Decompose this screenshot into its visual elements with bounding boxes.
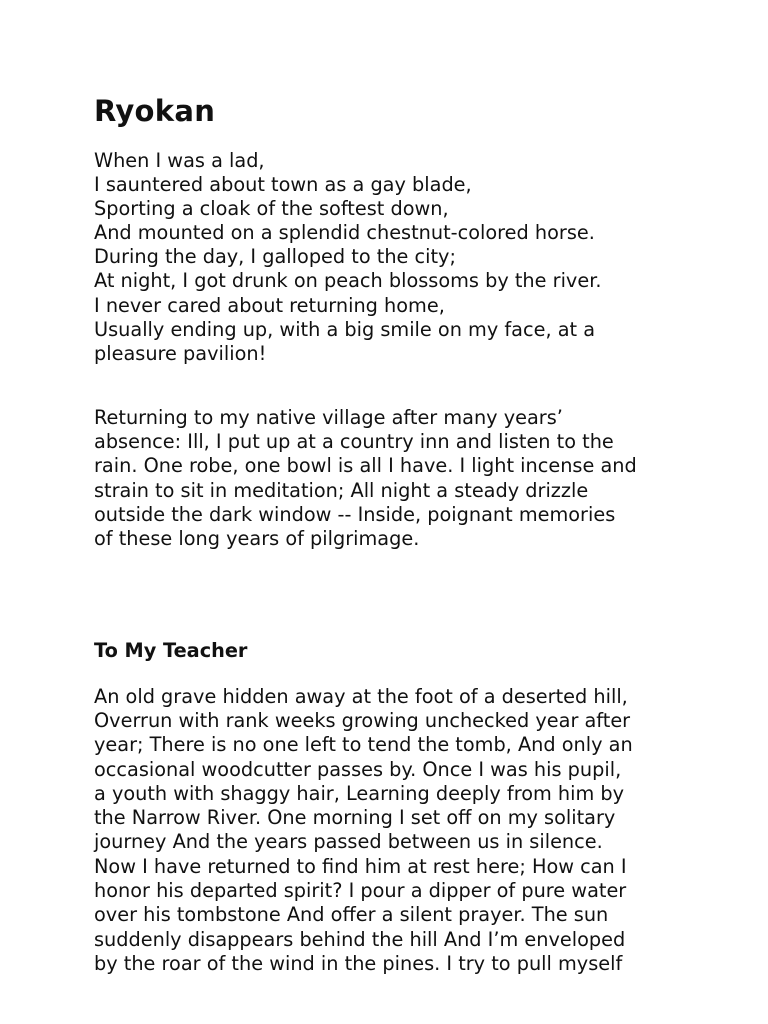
poem-line: At night, I got drunk on peach blossoms by the river. <box>94 269 602 293</box>
paragraph-line: strain to sit in meditation; All night a steady drizzle <box>94 478 589 502</box>
paragraph-line: An old grave hidden away at the foot of a deserted hill, <box>94 684 628 708</box>
paragraph-line: occasional woodcutter passes by. Once I was his pupil, <box>94 757 622 781</box>
paragraph-line: rain. One robe, one bowl is all I have. I light incense and <box>94 454 637 478</box>
poem-stanza <box>94 149 694 366</box>
document-page <box>94 93 694 976</box>
paragraph-line: of these long years of pilgrimage. <box>94 527 420 551</box>
teacher-paragraph <box>94 685 694 977</box>
paragraph-line: Now I have returned to find him at rest here; How can I <box>94 854 627 878</box>
paragraph-line: journey And the years passed between us in silence. <box>94 830 603 854</box>
paragraph-line: Overrun with rank weeks growing unchecked year after <box>94 708 631 732</box>
paragraph-line: outside the dark window -- Inside, poignant memories <box>94 503 616 527</box>
poem-line: pleasure pavilion! <box>94 341 267 365</box>
paragraph-line: by the roar of the wind in the pines. I try to pull myself <box>94 951 623 975</box>
poem-line: When I was a lad, <box>94 149 265 172</box>
returning-paragraph <box>94 406 694 552</box>
poem-line: And mounted on a splendid chestnut-colored horse. <box>94 221 595 245</box>
paragraph-line: a youth with shaggy hair, Learning deeply from him by <box>94 781 625 805</box>
paragraph-line: suddenly disappears behind the hill And I’m enveloped <box>94 927 626 951</box>
section-heading: To My Teacher <box>94 638 248 662</box>
paragraph-line: the Narrow River. One morning I set off on my solitary <box>94 806 616 830</box>
paragraph-line: year; There is no one left to tend the tomb, And only an <box>94 733 633 757</box>
poem-line: I never cared about returning home, <box>94 293 445 317</box>
poem-line: I sauntered about town as a gay blade, <box>94 173 472 197</box>
document-title: Ryokan <box>94 94 216 128</box>
poem-line: Usually ending up, with a big smile on my face, at a <box>94 317 596 341</box>
paragraph-line: Returning to my native village after many years’ <box>94 405 563 429</box>
poem-line: Sporting a cloak of the softest down, <box>94 197 449 221</box>
paragraph-line: honor his departed spirit? I pour a dipper of pure water <box>94 879 627 902</box>
poem-line: During the day, I galloped to the city; <box>94 245 456 269</box>
paragraph-line: over his tombstone And offer a silent prayer. The sun <box>94 903 609 927</box>
paragraph-line: absence: Ill, I put up at a country inn and listen to the <box>94 430 614 454</box>
